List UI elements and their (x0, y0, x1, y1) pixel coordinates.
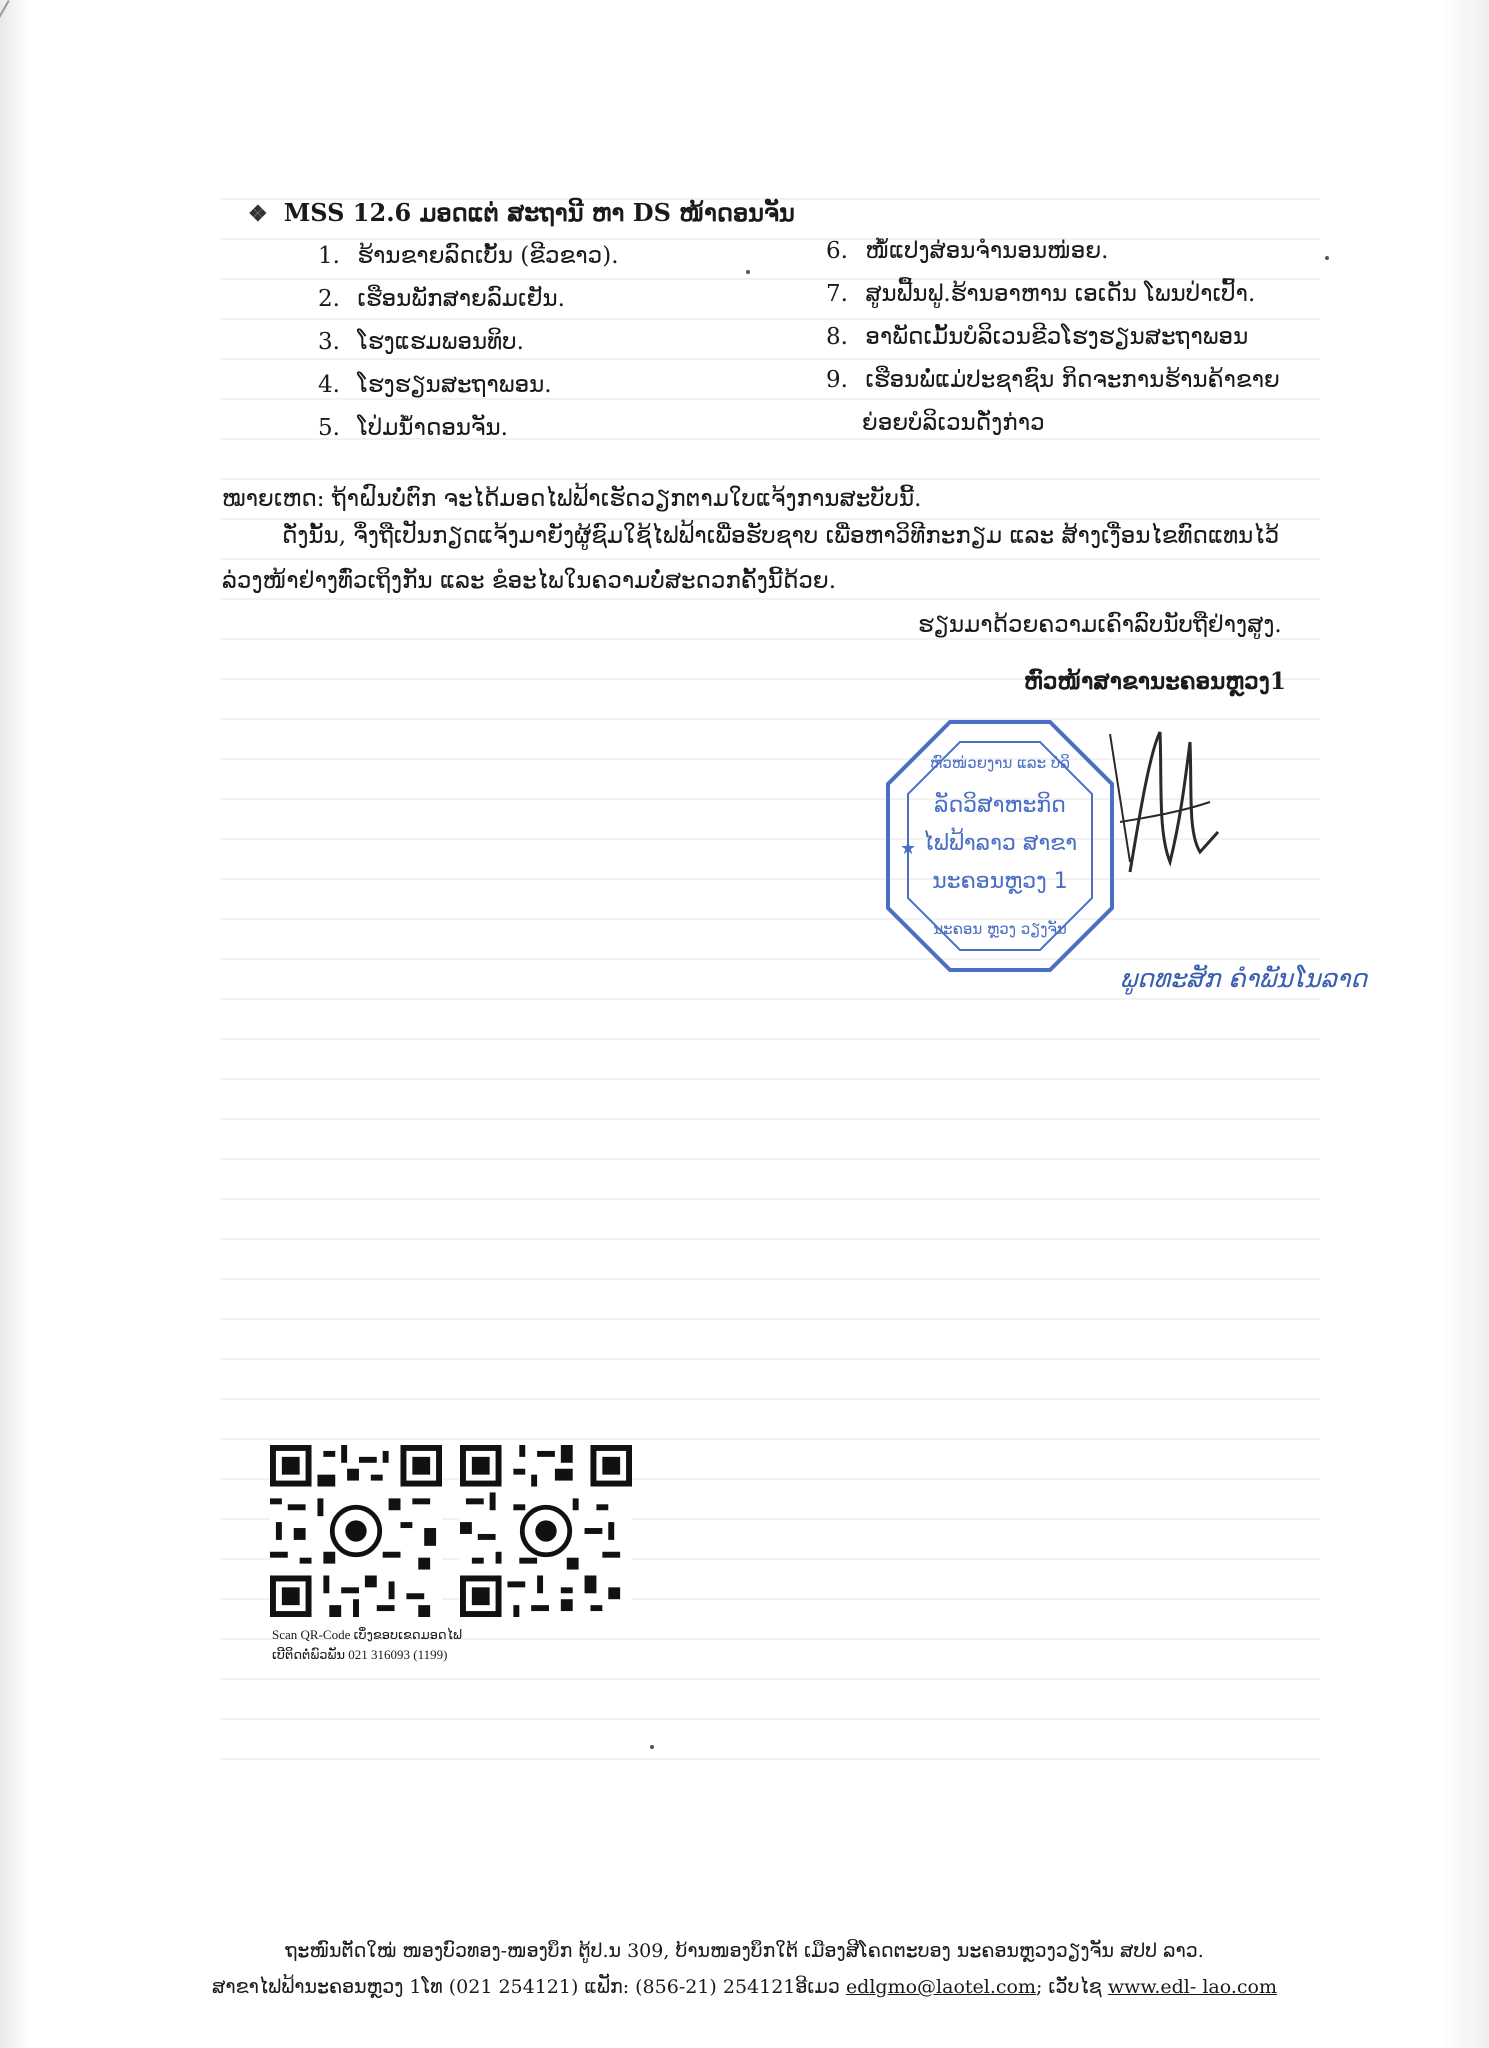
closing-regards: ຮຽນມາດ້ວຍຄວາມເຄົາລົບນັບຖືຢ່າງສູງ. (918, 612, 1282, 638)
list-item-text: ອາພັດເມັ້ນບໍລິເວນຂີວໂຮງຮຽນສະຖາພອນ (865, 324, 1249, 350)
list-item (826, 273, 1280, 316)
stamp-line2: ໄຟຟ້າລາວ ສາຂາ (922, 831, 1078, 856)
list-item-text: ໂປ່ມນ້ຳດອນຈັນ. (357, 415, 508, 441)
list-item-continuation: ຍ່ອຍບໍລິເວນດັ່ງກ່າວ (862, 410, 1045, 436)
list-item-number: 7. (826, 281, 848, 307)
locations-list-right (826, 230, 1280, 445)
stamp-star-icon: ★ (900, 838, 917, 859)
list-item-number: 8. (826, 324, 848, 350)
list-item (318, 235, 619, 278)
footer-website-link[interactable]: www.edl- lao.com (1107, 1976, 1277, 1998)
body-paragraph-line2: ລ່ວງໜ້າຢ່າງທົ່ວເຖິງກັນ ແລະ ຂໍອະໄພໃນຄວາມບໍ່ສະດວກຄັ້ງນີ້ດ້ວຍ. (222, 568, 837, 594)
list-item (826, 359, 1280, 402)
footer-email-link[interactable]: edlgmo@laotel.com (845, 1976, 1036, 1998)
list-item-number: 6. (826, 238, 848, 264)
list-item (826, 230, 1280, 273)
qr-caption (272, 1625, 462, 1665)
stamp-rim-bottom: ນະຄອນ ຫຼວງ ວຽງຈັນ (933, 920, 1067, 938)
list-item-text: ສູນຟື້ນຟູ.ຮ້ານອາຫານ ເອເດັນ ໂພນປ່າເປົ້າ. (865, 281, 1256, 307)
list-item-text: ໜໍ້ແປງສ່ອນຈຳນອນໜ່ອຍ. (865, 238, 1109, 264)
list-item-number: 9. (826, 367, 848, 393)
list-item-number: 5. (318, 415, 340, 441)
signer-name: ພູດທະສັກ ຄຳພັນໂນລາດ (1120, 964, 1368, 993)
list-item-number: 3. (318, 329, 340, 355)
scan-speck (650, 1745, 654, 1749)
list-item-text: ຮ້ານຂາຍລົດເບັ້ນ (ຂີວຂາວ). (357, 243, 619, 269)
footer-address: ຖະໜົນຕັດໃໝ່ ໜອງບົວທອງ-ໜອງບຶກ ຕູ້ປ.ນ 309, ບ້ານໜອງບຶກໃຕ້ ເມືອງສີໂຄດຕະບອງ ນະຄອນຫຼວງວຽງຈັນ ສປປ ລາວ. (285, 1940, 1204, 1962)
section-heading-text: MSS 12.6 ມອດແຕ່ ສະຖານີ ຫາ DS ໜ້າດອນຈັນ (283, 198, 795, 227)
scan-speck (746, 270, 750, 274)
list-item (826, 316, 1280, 359)
qr-code-icon[interactable] (460, 1445, 632, 1617)
list-item (318, 407, 619, 450)
handwritten-signature (1100, 722, 1220, 882)
list-item-text: ເຮືອນພັກສາຍລົມເຢັນ. (357, 286, 565, 312)
list-item-number: 2. (318, 286, 340, 312)
list-item (318, 364, 619, 407)
scan-speck (1325, 256, 1329, 260)
footer-contact-mid: ; ເວັບໄຊ (1035, 1976, 1108, 1998)
list-item-text: ໂຮງຮຽນສະຖາພອນ. (357, 372, 552, 398)
stamp-rim-top: ຫົວໜ່ວຍງານ ແລະ ບໍລິ (930, 754, 1070, 772)
list-item (318, 321, 619, 364)
list-item-number: 4. (318, 372, 340, 398)
stamp-line3: ນະຄອນຫຼວງ 1 (932, 869, 1068, 894)
list-item-text: ເຮືອນພໍ່ແມ່ປະຊາຊົນ ກິດຈະການຮ້ານຄ້າຂາຍ (865, 367, 1280, 393)
footer-contact (0, 1976, 1489, 1998)
qr-caption-line1: Scan QR-Code ເບິ່ງຂອບເຂດມອດໄຟ (272, 1627, 462, 1642)
stamp-line1: ລັດວິສາຫະກິດ (934, 793, 1066, 818)
list-item (318, 278, 619, 321)
section-heading (248, 198, 795, 227)
qr-code-icon[interactable] (270, 1445, 442, 1617)
qr-caption-line2: ເບີຕິດຕໍ່ພົວພັນ 021 316093 (1199) (272, 1647, 448, 1662)
list-item-text: ໂຮງແຮມພອນທິບ. (357, 329, 524, 355)
footer-contact-prefix: ສາຂາໄຟຟ້ານະຄອນຫຼວງ 1ໂທ (021 254121) ແຟັກ: (856-21) 254121ອີເມວ (212, 1976, 846, 1998)
four-diamond-bullet-icon: ❖ (248, 201, 268, 227)
body-paragraph-line1: ດັ່ງນັ້ນ, ຈຶ່ງຖືເປັນກຽດແຈ້ງມາຍັງຜູ້ຊົມໃຊ້ໄຟຟ້າເພື່ອຮັບຊາບ ເພື່ອຫາວິທີກະກຽມ ແລະ ສ້າງເງື່ອນໄຂທົດແທນໄວ້ (282, 523, 1280, 549)
locations-list-left (318, 235, 619, 450)
signer-title: ຫົວໜ້າສາຂານະຄອນຫຼວງ1 (1024, 668, 1286, 695)
note-text: ໝາຍເຫດ: ຖ້າຝົນບໍ່ຕົກ ຈະໄດ້ມອດໄຟຟ້າເຮັດວຽກຕາມໃບແຈ້ງການສະບັບນີ້. (222, 486, 922, 512)
official-stamp (880, 708, 1120, 984)
list-item-number: 1. (318, 243, 340, 269)
